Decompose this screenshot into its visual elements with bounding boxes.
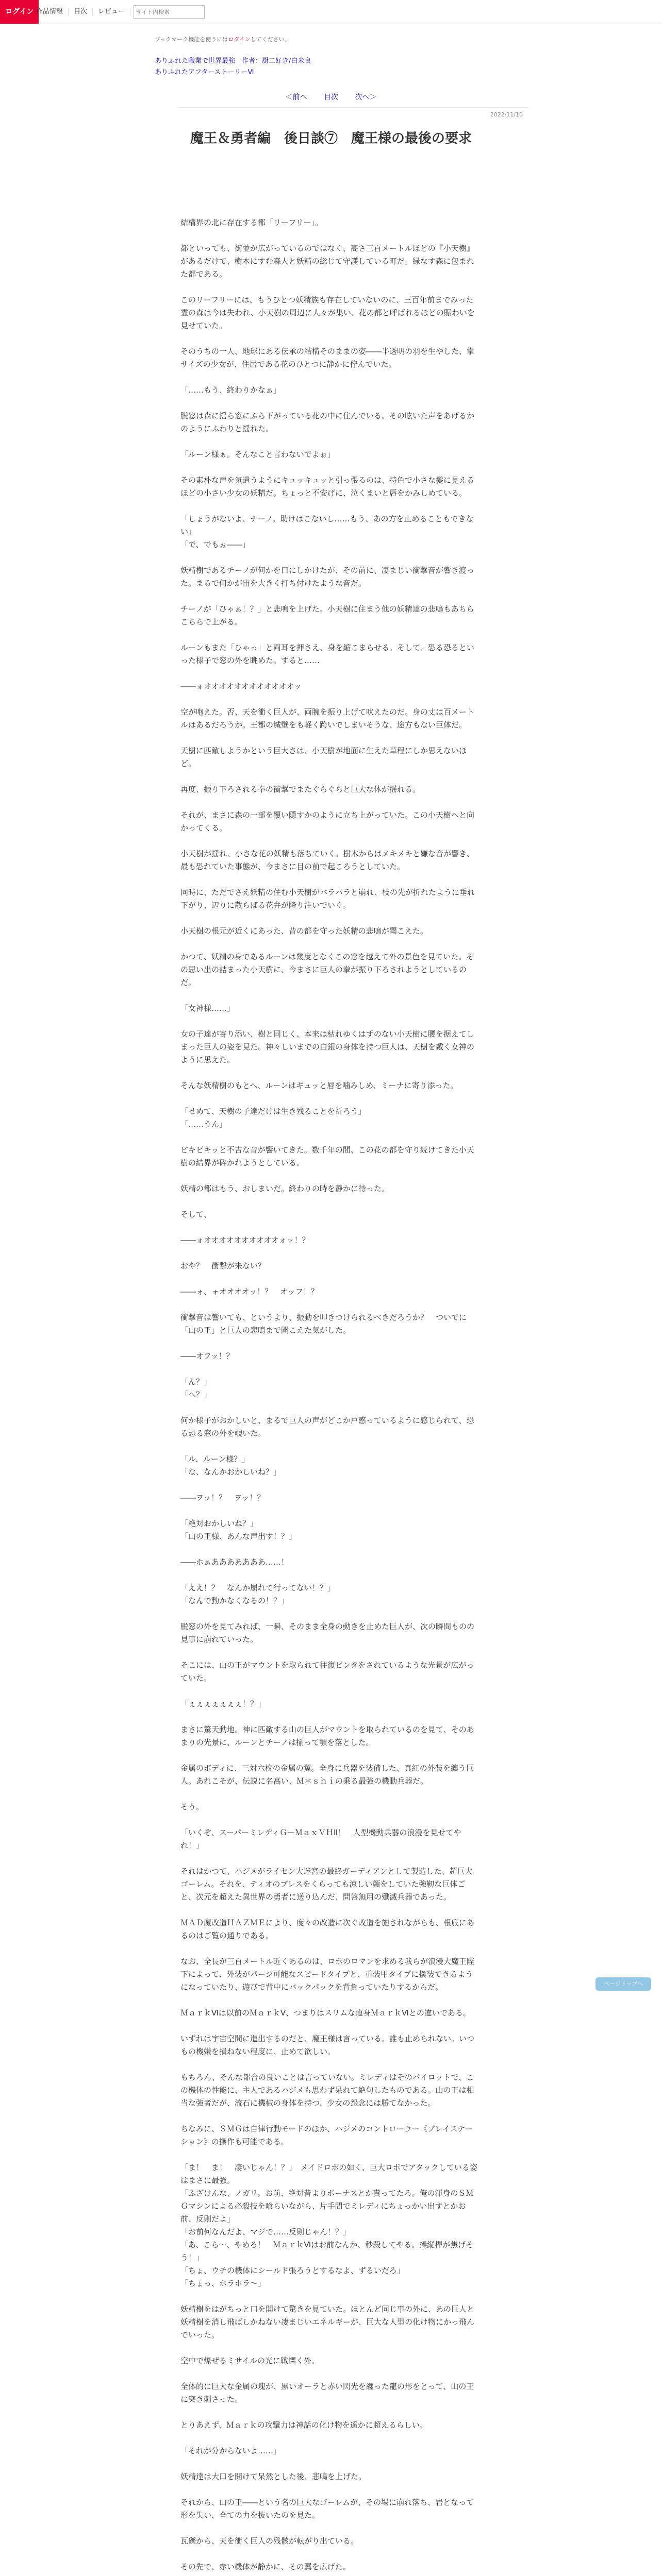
- body-paragraph: 脱窓は森に揺ら窓にぶら下がっている花の中に住んでいる。その呟いた声をあげるかのようにふわりと揺れた。: [180, 411, 475, 433]
- body-paragraph: 結構界の北に存在する都「リーフリー」。: [180, 218, 323, 227]
- body-paragraph: このリーフリーには、もうひとつ妖精族も存在していないのに、三百年前までみった霊の森は今は失われ、小天樹の周辺に人々が集い、花の都と呼ばれるほどの賑わいを見せていた。: [180, 295, 475, 330]
- nav-review[interactable]: レビュー: [93, 8, 130, 15]
- body-paragraph: 「いくぞ、スーパーミレディＧ－ＭａｘＶＨⅡ！ 人型機動兵器の浪漫を見せてやれ！」: [180, 1828, 461, 1850]
- blank-line: [180, 435, 479, 448]
- body-paragraph: それはかつて、ハジメがライセン大迷宮の最終ガーディアンとして製造した、超巨大ゴーレム。それを、ティオのブレスをくらっても涼しい顔をしていた強靭な巨体ごと、次元を超えた異世界の勇者に送り込んだ、問答無用の殲滅兵器であった。: [180, 1867, 473, 1902]
- body-paragraph: ちなみに、ＳＭＧは自律行動モードのほか、ハジメのコントローラー《プレイステーション》の操作も可能である。: [180, 2124, 473, 2146]
- blank-line: [180, 1363, 479, 1376]
- blank-line: [180, 371, 479, 384]
- blank-line: [180, 1066, 479, 1079]
- body-paragraph: 「それが分からないよ……」: [180, 2446, 282, 2455]
- blank-line: [180, 2432, 479, 2445]
- blank-line: [180, 2522, 479, 2535]
- toc-link[interactable]: 目次: [324, 93, 338, 101]
- blank-line: [180, 1401, 479, 1414]
- blank-line: [180, 667, 479, 680]
- search-input[interactable]: [134, 5, 205, 19]
- series-link[interactable]: ありふれた職業で世界最強 作者：厨二好き/白米良: [155, 57, 311, 65]
- blank-line: [180, 1273, 479, 1285]
- blank-line: [180, 1749, 479, 1762]
- blank-line: [180, 1015, 479, 1028]
- blank-line: [180, 796, 479, 809]
- nav-toc[interactable]: 目次: [69, 8, 93, 15]
- body-paragraph: ルーンもまた「ひゃっ」と両耳を押さえ、身を縮こまらせる。そして、恐る恐るといった様子で窓の外を眺めた。すると……: [180, 643, 474, 665]
- blank-line: [180, 732, 479, 744]
- blank-line: [180, 2367, 479, 2380]
- body-paragraph: とりあえず、Ｍａｒｋの攻撃力は神話の化け物を遥かに超えるらしい。: [180, 2420, 427, 2430]
- body-paragraph: 都といっても、街並が広がっているのではなく、高さ三百メートルほどの『小天樹』があるだけで、樹木にすむ森人と妖精の総じて守護している町だ。緑なす森に包まれた都である。: [180, 244, 474, 279]
- body-paragraph: 「ええ！？ なんか崩れて行ってない！？」: [180, 1583, 336, 1592]
- body-paragraph: 空中で爆ぜるミサイルの光に戦慄く外。: [180, 2356, 319, 2365]
- blank-line: [180, 2573, 479, 2576]
- body-paragraph: 「ちょっ、ホラホラ～」: [180, 2279, 266, 2288]
- blank-line: [180, 500, 479, 513]
- blank-line: [180, 1710, 479, 1723]
- body-paragraph: もちろん、そんな都合の良いことは言っていない。ミレディはそのパイロットで、この機体の性能に、主人であるハジメも思わず呆れて絶句したものである。山の王は相当な強者だが、流石に機械の身体を持つ、少女の怨念には勝てなかった。: [180, 2073, 474, 2108]
- blank-line: [180, 397, 479, 410]
- login-button[interactable]: ログイン: [0, 0, 39, 24]
- body-paragraph: そのうちの一人、地球にある伝承の結構そのままの姿――半透明の羽を生やした、掌サイズの少女が、住居である花のひとつに静かに佇んでいた。: [180, 347, 475, 369]
- body-paragraph: 小天樹の根元が近くにあった、昔の都を守った妖精の悲鳴が聞こえた。: [180, 926, 428, 936]
- body-paragraph: ＭＡＤ魔改造ＨＡＺＭＥにより、度々の改造に次ぐ改造を施されながらも、根底にあるのはご覧の通りである。: [180, 1918, 475, 1940]
- blank-line: [180, 989, 479, 1002]
- body-paragraph: ――ホぁあああああああ……！: [180, 1557, 289, 1567]
- body-paragraph: ――ヲッ！？ ヲッ！？: [180, 1493, 265, 1502]
- body-paragraph: チーノが「ひゃぁ！？」と悲鳴を上げた。小天樹に住まう他の妖精達の悲鳴もあちらこちらで上がる。: [180, 604, 474, 626]
- blank-line: [180, 1994, 479, 2007]
- body-paragraph: おや？ 衝撃が来ない？: [180, 1261, 266, 1270]
- bookmark-notice: [155, 35, 290, 43]
- blank-line: [180, 2483, 479, 2496]
- blank-line: [180, 2058, 479, 2071]
- body-paragraph: 脱窓の外を見てみれば、一瞬、そのまま全身の動きを止めた巨人が、次の瞬間ものの見事に崩れていった。: [180, 1622, 475, 1644]
- blank-line: [180, 2458, 479, 2470]
- body-paragraph: 「女神様……」: [180, 1004, 235, 1013]
- blank-line: [180, 1646, 479, 1659]
- body-paragraph: 妖精達は大口を開けて呆然とした後、悲鳴を上げた。: [180, 2472, 367, 2481]
- body-paragraph: 妖精樹をはがちっと口を開けて驚きを見ていた。ほとんど同じ事の外に、あの巨人と妖精樹を消し飛ばしかねない凄まじいエネルギーが、巨大な人型の化け物にかっ飛んでいった。: [180, 2304, 475, 2340]
- blank-line: [180, 1221, 479, 1234]
- top-nav: [31, 0, 205, 24]
- body-paragraph: 全体的に巨大な金属の塊が、黒いオーラと赤い閃光を纏った龍の形をとって、山の王に突き刺さった。: [180, 2382, 474, 2404]
- body-paragraph: 「なんで動かなくなるの！？」: [180, 1596, 289, 1605]
- blank-line: [180, 2148, 479, 2161]
- episode-pager: [0, 92, 662, 102]
- blank-line: [180, 1569, 479, 1582]
- body-paragraph: ――ォオオオオオオオオオオオオッ: [180, 682, 302, 691]
- blank-line: [180, 1543, 479, 1556]
- blank-line: [180, 1607, 479, 1620]
- body-paragraph: 「……もう、終わりかなぁ」: [180, 385, 282, 395]
- body-paragraph: 瓦礫から、天を衝く巨人の残骸が転がり出ている。: [180, 2536, 359, 2546]
- blank-line: [180, 1942, 479, 1955]
- body-paragraph: 「ぇぇぇぇぇぇぇ！？」: [180, 1699, 266, 1708]
- episode-date: 2022/11/10: [490, 111, 523, 118]
- episode-title: 魔王＆勇者編 後日談⑦ 魔王様の最後の要求: [190, 131, 472, 146]
- blank-line: [180, 590, 479, 603]
- body-paragraph: 「ん？」: [180, 1377, 212, 1386]
- body-paragraph: それが、まさに森の一部を覆い隠すかのように立ち上がっていた。この小天樹へと向かってくる。: [180, 810, 475, 833]
- blank-line: [180, 1814, 479, 1826]
- breadcrumb: [155, 56, 311, 78]
- body-paragraph: 「山の王様、あんな声出す！？」: [180, 1532, 297, 1541]
- site-header: [0, 0, 662, 24]
- body-paragraph: 「お前何なんだよ、マジで……反則じゃん！？」: [180, 2227, 351, 2236]
- blank-line: [180, 629, 479, 641]
- blank-line: [180, 1788, 479, 1801]
- blank-line: [180, 332, 479, 345]
- body-paragraph: ＭａｒｋⅥは以前のＭａｒｋⅤ、つまりはスリムな痩身ＭａｒｋⅥとの違いである。: [180, 2008, 471, 2018]
- blank-line: [180, 693, 479, 706]
- body-paragraph: 小天樹が揺れ、小さな花の妖精も落ちていく。樹木からはメキメキと嫌な音が響き、最も恐れていた事態が、今まさに目の前で起ころうとしていた。: [180, 849, 474, 871]
- body-paragraph: そんな妖精樹のもとへ、ルーンはギュッと唇を噛みしめ、ミーナに寄り添った。: [180, 1081, 458, 1090]
- blank-line: [180, 461, 479, 474]
- body-paragraph: 「ふざけんな、ノガリ。お前、絶対昔よりボーナスとか貰ってたろ。俺の渾身のＳＭＧマシンによる必殺技を喰らいながら、片手間でミレディにちょっかい出すとかお前、反則だよ」: [180, 2189, 474, 2224]
- notice-login-link[interactable]: ログイン: [228, 36, 251, 43]
- body-paragraph: 空が咆えた。否、天を衝く巨人が、両腕を振り上げて吠えたのだ。身の丈は百メートルはあるだろうか。王都の城壁をも軽く跨いでしまいそうな、途方もない巨体だ。: [180, 707, 475, 730]
- body-paragraph: 天樹に匹敵しようかという巨大さは、小天樹が地面に生えた草程にしか思えないほど。: [180, 746, 467, 768]
- body-paragraph: ――ォ、ォオオオオッ！？ オッフ！？: [180, 1287, 319, 1296]
- body-paragraph: ――オフッ！？: [180, 1351, 234, 1361]
- body-paragraph: 金属のボディに、三対六枚の金属の翼。全身に兵器を装備した、真紅の外装を纏う巨人。あれこそが、伝説に名高い、Ｍ＊ｓｈｉの乗る最強の機動兵器だ。: [180, 1764, 474, 1786]
- body-paragraph: 「あ、こら～、やめろ！ ＭａｒｋⅥはお前なんか、秒殺してやる。操縦桿が焦げそう！」: [180, 2240, 474, 2262]
- blank-line: [180, 1904, 479, 1917]
- prev-link[interactable]: ＜前へ: [285, 93, 307, 101]
- body-paragraph: ピキピキッと不吉な音が響いてきた。数千年の間、この花の都を守り続けてきた小天樹の結界が砕かれようとしている。: [180, 1145, 474, 1167]
- body-paragraph: そう。: [180, 1802, 204, 1811]
- body-paragraph: 「ルーン様ぁ。そんなこと言わないでよぉ」: [180, 450, 335, 459]
- chapter-link[interactable]: ありふれたアフターストーリーⅥ: [155, 69, 254, 76]
- body-paragraph: 「ル、ルーン様？」: [180, 1454, 250, 1464]
- blank-line: [180, 2110, 479, 2123]
- blank-line: [180, 1852, 479, 1865]
- blank-line: [180, 2342, 479, 2354]
- body-paragraph: まさに驚天動地。神に匹敵する山の巨人がマウントを取られているのを見て、そのあまりの光景に、ルーンとチーノは揃って顎を落とした。: [180, 1725, 474, 1747]
- blank-line: [180, 1337, 479, 1350]
- blank-line: [180, 1131, 479, 1144]
- body-paragraph: そこには、山の王がマウントを取られて往復ビンタをされているような光景が広がっていた。: [180, 1660, 474, 1683]
- nav-work-info[interactable]: 作品情報: [31, 8, 69, 15]
- blank-line: [180, 2406, 479, 2419]
- body-paragraph: 妖精樹であるチーノが何かを口にしかけたが、その前に、凄まじい衝撃音が響き渡った。まるで何かが宙を大きく打ち付けたような音だ。: [180, 566, 474, 588]
- body-paragraph: ――ォオオオオオオオオオオォッ！？: [180, 1235, 310, 1245]
- body-paragraph: 「しょうがないよ、チーノ。助けはこないし……もう、あの方を止めることもできない」: [180, 514, 474, 536]
- blank-line: [180, 1479, 479, 1492]
- blank-line: [180, 770, 479, 783]
- body-paragraph: 同時に、ただでさえ妖精の住む小天樹がバラバラと崩れ、枝の先が折れたように垂れ下がり、辺りに散らばる花弁が降り注いでいく。: [180, 888, 475, 910]
- blank-line: [180, 2290, 479, 2303]
- blank-line: [180, 2548, 479, 2561]
- body-paragraph: 「ちょ、ウチの機体にシールド張ろうとするなよ、ずるいだろ」: [180, 2266, 405, 2275]
- novel-body: [180, 191, 479, 2576]
- body-paragraph: 妖精の都はもう、おしまいだ。終わりの時を静かに待った。: [180, 1184, 390, 1193]
- body-paragraph: 「絶対おかしいね？」: [180, 1519, 258, 1528]
- body-paragraph: 「ま！ ま！ 凄いじゃん！？」 メイドロボの如く、巨大ロボでアタックしている姿はまさに最強。: [180, 2163, 477, 2185]
- body-paragraph: 再度、振り下ろされる拳の衝撃でまたぐらぐらと巨大な体が揺れる。: [180, 785, 421, 794]
- blank-line: [180, 1195, 479, 1208]
- page-top-button[interactable]: ページトップへ: [595, 1977, 651, 1991]
- body-paragraph: いずれは宇宙空間に進出するのだと、魔王様は言っている。誰も止められない。いつもの機嫌を損ねない程度に、止めて欲しい。: [180, 2034, 475, 2056]
- blank-line: [180, 1440, 479, 1453]
- divider: [178, 107, 528, 108]
- body-paragraph: 「へ？」: [180, 1390, 212, 1399]
- blank-line: [180, 204, 479, 216]
- blank-line: [180, 835, 479, 848]
- body-paragraph: 何か様子がおかしいと、まるで巨人の声がどこか戸惑っているように感じられて、恐る恐る窓の外を覗いた。: [180, 1416, 474, 1438]
- body-paragraph: その素朴な声を気遣うようにキュッキュッと引っ張るのは、特色で小さな髪に見えるほどの小さい少女の妖精だ。ちょっと不安げに、泣くまいと唇をかみしめている。: [180, 476, 475, 498]
- body-paragraph: その先で、赤い機体が静かに、その翼を広げた。: [180, 2562, 351, 2571]
- body-paragraph: 「せめて、天樹の子達だけは生き残ることを祈ろう」: [180, 1107, 366, 1116]
- blank-line: [180, 938, 479, 951]
- blank-line: [180, 551, 479, 564]
- notice-suffix: してください。: [250, 36, 290, 43]
- blank-line: [180, 1298, 479, 1311]
- body-paragraph: そして、: [180, 1210, 211, 1219]
- blank-line: [180, 1092, 479, 1105]
- body-paragraph: それから、山の王――という名の巨大なゴーレムが、その場に崩れ落ち、岩となって形を失い、全ての力を抜いたのを見た。: [180, 2498, 474, 2520]
- blank-line: [180, 912, 479, 925]
- body-paragraph: なお、全長が三百メートル近くあるのは、ロボのロマンを求める我らが浪漫大魔王陛下によって、外装がパージ可能なスピードタイプと、重装甲タイプに換装できるようになっていたり、遊びで背中にバックパックを背負っていたりするからだ。: [180, 1957, 475, 1992]
- body-paragraph: 「……うん」: [180, 1120, 227, 1129]
- blank-line: [180, 191, 479, 204]
- body-paragraph: 「で、でもぉ――」: [180, 540, 250, 549]
- blank-line: [180, 1247, 479, 1260]
- body-paragraph: 衝撃音は響いても、というより、振動を叩きつけられるべきだろうか？ ついでに「山の王」と巨人の悲鳴まで聞こえた気がした。: [180, 1313, 467, 1335]
- notice-prefix: ブックマーク機能を使うには: [155, 36, 228, 43]
- body-paragraph: 「な、なんかおかしいね？」: [180, 1467, 282, 1477]
- blank-line: [180, 281, 479, 294]
- body-paragraph: 女の子達が寄り添い、樹と同じく、本来は枯れゆくはずのない小天樹に腰を据えてしまった巨人の姿を見た。神々しいまでの白銀の身体を持つ巨人は、天樹を戴く女神のように思えた。: [180, 1029, 475, 1064]
- body-paragraph: かつて、妖精の身であるルーンは幾度となくこの窓を越えて外の景色を見ていた。その思い出の詰まった小天樹に、今まさに巨人の拳が振り下ろされようとしているのだ。: [180, 952, 474, 987]
- blank-line: [180, 229, 479, 242]
- blank-line: [180, 2020, 479, 2032]
- next-link[interactable]: 次へ＞: [355, 93, 377, 101]
- blank-line: [180, 1685, 479, 1698]
- blank-line: [180, 873, 479, 886]
- blank-line: [180, 1504, 479, 1517]
- blank-line: [180, 1170, 479, 1182]
